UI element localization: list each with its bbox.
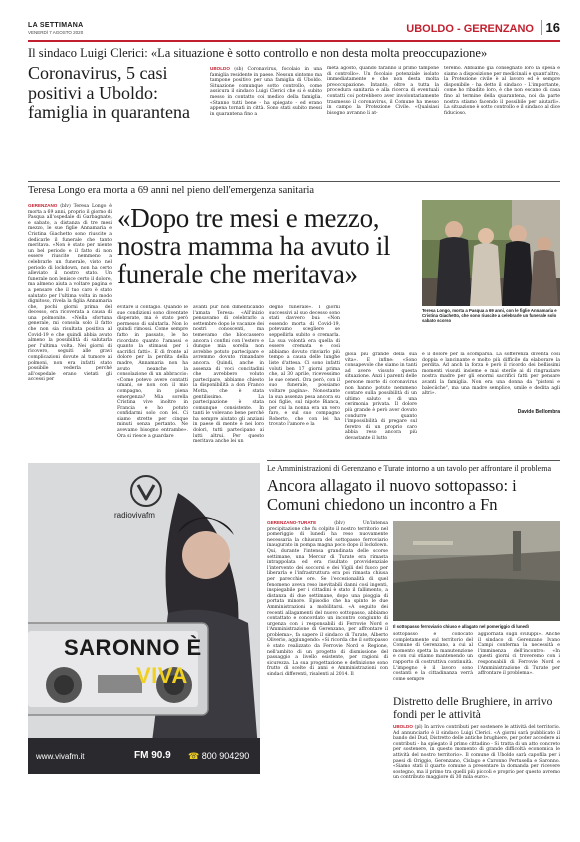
section-divider-1: [28, 181, 560, 182]
article3-photo-caption: Il sottopasso ferroviario chiuso e allagato nel pomeriggio di lunedì: [393, 624, 529, 629]
flooded-underpass-illustration: [393, 521, 560, 621]
article1-column-1: UBOLDO (sb) Coronavirus, focolaio in una famiglia residente in paese. Nessun sintomo ma tampone positivo per una famiglia di Uboldo. Situazione comunque sotto controllo, come assicura il sindaco Luigi Clerici che si è subito messo in contatto coi medico della famiglia. «Stanno tutti bene - ha spiegato - ed erano appena tornati in città. Sono stati subito messi in quarantena fino a: [210, 66, 322, 117]
page-number: 16: [541, 20, 560, 35]
article3-headline: Ancora allagato il nuovo sottopasso: i Comuni chiedono un incontro a Fn: [267, 476, 517, 514]
article3-location: GERENZANO-TURATE: [267, 520, 317, 525]
section-divider-2: [267, 460, 560, 461]
article2-quote-headline: «Dopo tre mesi e mezzo, nostra mamma ha avuto il funerale che meritava»: [117, 203, 391, 289]
article1-kicker: Il sindaco Luigi Clerici: «La situazione è sotto controllo e non desta molta preoccupazione»: [28, 46, 488, 60]
article3-kicker: Le Amministrazioni di Gerenzano e Turate intorno a un tavolo per affrontare il problema: [267, 464, 551, 473]
masthead-rule: [28, 40, 560, 42]
phone-icon: ☎: [188, 751, 200, 761]
ad-artwork: [28, 463, 260, 774]
article4-body: UBOLDO (pl) In arrivo contributi per sostenere le attività del territorio. Ad annunciarlo è il sindaco Luigi Clerici. «A giorni sarà pubblicato il bando del Dud, Distretto delle antiche brughiere, per poter accedere ai contributi - ha spiegato il primo cittadino - Si tratta di un atto concreto per sostenere, in questo momento di grande difficoltà economica le attività del nostro territorio». Il comune di Uboldo sarà capofila per i paesi di Origgio, Gerenzano, Cislago e Caronno Pertusella e Saronno. «Siamo stati il quarto comune a presentare la domanda per ricevere sostegno, ma il primo tra quelli più piccoli e proprio per questo avremo un contributo maggiore di 30 mila euro».: [393, 724, 560, 780]
masthead: [28, 22, 560, 40]
ad-headline-2: VIVA: [136, 663, 188, 688]
article1-column-2: metà agosto, quando faranno il primo tampone di controllo». Un focolaio potenziale isolato immediatamente e che non desta molta preoccupazione. Intanto, oltre a tutta la procedura sanitaria e alla ricerca di eventuali contatti coi potrebbero aver involontariamente trasmesso il coronavirus, il Comune ha messo in campo la Protezione Civile. «Qualsiasi bisogno avranno li at-: [327, 66, 439, 116]
ad-website-link[interactable]: www.vivafm.it: [36, 752, 85, 761]
newspaper-name: LA SETTIMANA: [28, 22, 84, 29]
article2-column-1: GERENZANO (blv) Teresa Longo è morta a 69 anni, proprio il giorno di Pasqua all'ospedale di Garbagnate, e sabato, a distanza di tre mesi mezzo, le sue figlie Annamaria e Cristina Giachetto sono riuscite a dedicarle il funerale che tanto meritava. «Non è stato per niente un bel periodo e il fatto di non essere riuscite nemmeno a celebrarle un funerale, visto nel periodo di lockdown, non ha certo alleviato il nostro stato. Un funerale non lenisce certo il dolore, ma almeno aiuta a voltare pagina e a pensare che il tuo caro è stato salutato per l'ultima volta in modo dignitoso, rivela la figlia Annamaria che, pochi giorni prima del decesso, era ricoverata a causa di una polmonite. «Nella sfortuna generale, mi consola solo il fatto che non sia risultata positiva al Covid-19 e che quindi abbia avuto almeno la possibilità di salutarla per l'ultima volta. Nei giorni di ricovero, seguiti alle gravi complicazioni dovute al tumore ai polmoni, non era infatti stato possibile vederla perché all'ospedale erano vietati gli accessi per: [28, 203, 112, 383]
article2-photo: [422, 200, 560, 306]
article2-kicker: Teresa Longo era morta a 69 anni nel pieno dell'emergenza sanitaria: [28, 185, 315, 196]
article4-location: UBOLDO: [393, 724, 413, 729]
family-photo-illustration: [422, 200, 560, 306]
article3-column-2: sottopasso è collocato completamente sul territorio del Comune di Gerenzano, a cui al momento spetta la manutenzione e con cui stiamo mantenendo un rapporto di costruttiva continuità. L'impegno è il lavoro sono costanti e la cittadinanza verrà come sempre: [393, 632, 473, 682]
article1-headline: Coronavirus, 5 casi positivi a Uboldo: famiglia in quarantena: [28, 63, 190, 122]
article1-location: UBOLDO: [210, 66, 230, 71]
article2-column-2: evitare il contagio. Quando le sue condizioni sono diventate disperate, ma è stato però permesso di salutarla. Non lo quindi rimossi. Come sempre fatto in passato, le ho ricordato quanto l'amassi e quanto la stimassi per i sacrifici fatti». E di fronte al dolore per la perdita della madre, Annamaria non ha avuto neanche la consolazione di un abbraccio: «Come potevo avere contatti umani, se non con il mio compagno, in piena emergenza? Mia sorella Cristina vive inoltre in Francia e ho potuto confidarmi solo con lei. Ci siamo strette per cinque minuti senza pertanto. Ne avevamo bisogno entrambe». Ora si riesce a guardare: [117, 305, 188, 439]
article2-column-6: e il dolore per la scomparsa. La sofferenza diventa così doppia e lancinante e molto più difficile da elaborare la perdita. Ad anch la forza è però il ricordo dei bellissimi momenti vissuti insieme e mai sterile ai di ringraziare nostra madre per gli enormi sacrifici fatti per pensare avanti la famiglia. Non era una donna da "pistoni e baleciiche", ma una madre semplice, umile e dedita agli altri».: [422, 352, 560, 397]
article3-photo: [393, 521, 560, 621]
article2-byline: Davide Bellombra: [517, 409, 560, 415]
article2-column-5: gioia più grande della sua vita». E infine: «Sono consapevole che siamo in tanti ad avere vissuto questa situazione. Anzi i parenti delle persone morte di coronavirus non hanno potuto nemmeno contare sulla possibilità di un ultimo saluto o di una cerimonia privata. Il dolore più grande è però aver dovuto condurre quanto l'impossibilità di pregare sul feretro di un proprio caro abbia reso ancora più devastante il lutto: [345, 352, 417, 441]
article2-photo-caption: Teresa Longo, morta a Pasqua a 69 anni, con le figlie Annamaria e Cristina Giachetto, che sono riuscite a celebrarle un funerale solo sabato scorso: [422, 308, 557, 324]
radio-brand-name: radiovivafm: [114, 511, 155, 520]
article1-column-3: teremo. Abbiamo già consegnato loro la spesa e siamo a disposizione per medicinali e quant'altro, la Protezione civile è al lavoro ed è sempre disponibile - ha detto il sindaco - L'importante, come ho ribadito loro, è che non escano di casa fino al termine della quarantena, noi da parte nostra stiamo facendo il possibile per aiutarli». La situazione è sotto controllo e il sindaco al dice fiducioso.: [444, 66, 560, 116]
article2-location: GERENZANO: [28, 203, 58, 208]
article3-column-3: aggiornata sugli sviluppi». Anche il sindaco di Gerenzano Ivano Campi conferma la necessità e l'imminenza dell'incontro: «In questi giorni ci troveremo con i responsabili di Ferrovie Nord e l'Amministrazione di Turate per affrontare il problema».: [478, 632, 560, 677]
radio-logo-icon: [128, 473, 164, 509]
ad-headline-1: SARONNO È: [64, 635, 202, 660]
issue-date: VENERDÌ 7 AGOSTO 2020: [28, 30, 84, 35]
ad-frequency: FM 90.9: [134, 750, 171, 761]
ad-phone: ☎ 800 904290: [188, 751, 250, 761]
radio-advertisement[interactable]: [28, 463, 260, 774]
article2-column-3: avanti pur non dimenticando l'amata Teresa: «All'inizio pensavamo di celebrarlo a settembre dopo le vacanze dei nostri conoscenti, ma temevamo che bloccassero ancora i confini con l'estero e dunque mia sorella non avrebbe potuto partecipare e avremmo dovuto rimandare ancora. Quindi, anche in assenza di voci concitadini che avrebbero voluto partecipare, abbiamo chiesto la disponibilità a don Franco Motta, che è stata gentilissimo. La partecipazione è stata comunque consistente. In tanti le volevano bene perché ha sempre aiutato gli anziani in paese di mente è nei loro dolori, tutti partecipano ai lutti altrui. Per questo meritava anche lei un: [193, 305, 264, 445]
article2-column-4: degno funerale». I giorni successivi al suo decesso sono stati davvero bui: «Non essendo morta di Covid-19, potevamo scegliere se seppellirla subito o cremarla. La sua volontà era quella di essere cremata e così abbiamo dovuto rinviarlo più tempo a causa delle lunghe liste d'attesa. Ci sono infatti voluti ben 17 giorni prima che, al 30 aprile, ricevessimo le sue ceneri. Ora però, con il suo funerale, possiamo voltare pagina». Nonostante la sua assenza pesa ancora su noi figlie, sul nipote Bianca, per cui la nonna era un vero faro, e sul suo compagno Roberto, che con lei ha trovato l'amore e la: [269, 305, 340, 428]
section-title: UBOLDO - GERENZANO: [406, 23, 534, 35]
article3-column-1: GERENZANO-TURATE (blv) Un'intensa precipitazione che fu colpito il nostro territorio nel pomeriggio di lunedì ha reso nuovamente necessaria la chiusura del sottopasso ferroviario inaugurato in pompa magna poco dopo il lockdown. Qui, durante l'intensa grandinata delle scorse settimane, una Mercur di Turate era rimasta intrappolata ed era risultato provvidenziale l'intervento dei soccorsi e dei Vigili del fuoco per liberarla e l'infrastruttura era poi rimasta chiusa per parecchie ore. Se l'eccezionalità di quel fenomeno aveva reso inevitabili danni così ingenti, inspiegabile per i cittadini è stato il fallimento, a distanza di due settimane, dopo una pioggia di portata minore. Episodio che ha spinto le due Amministrazioni a mobilitarsi. «A seguito dei recenti allagamenti del nuovo sottopasso, abbiamo contattato e concordato un incontro congiunto di urgenza con i responsabili di Ferrovie Nord e l'Amministrazione di Gerenzano, per affrontare il problema», fa sapere il sindaco di Turate, Alberto Oliverio, aggiungendo: «Si ricorda che il sottopasso è stato realizzato da Ferrovie Nord e Regione, nell'ambito di un progetto di dismissione del passaggio a livello esistente, per ragioni di sicurezza. La sua progettazione e definizione sono frutto di scelte di anni e Amministrazioni con sindaci differenti, risalenti al 2014. Il: [267, 520, 388, 678]
article4-headline: Distretto delle Brughiere, in arrivo fondi per le attività: [393, 696, 553, 721]
